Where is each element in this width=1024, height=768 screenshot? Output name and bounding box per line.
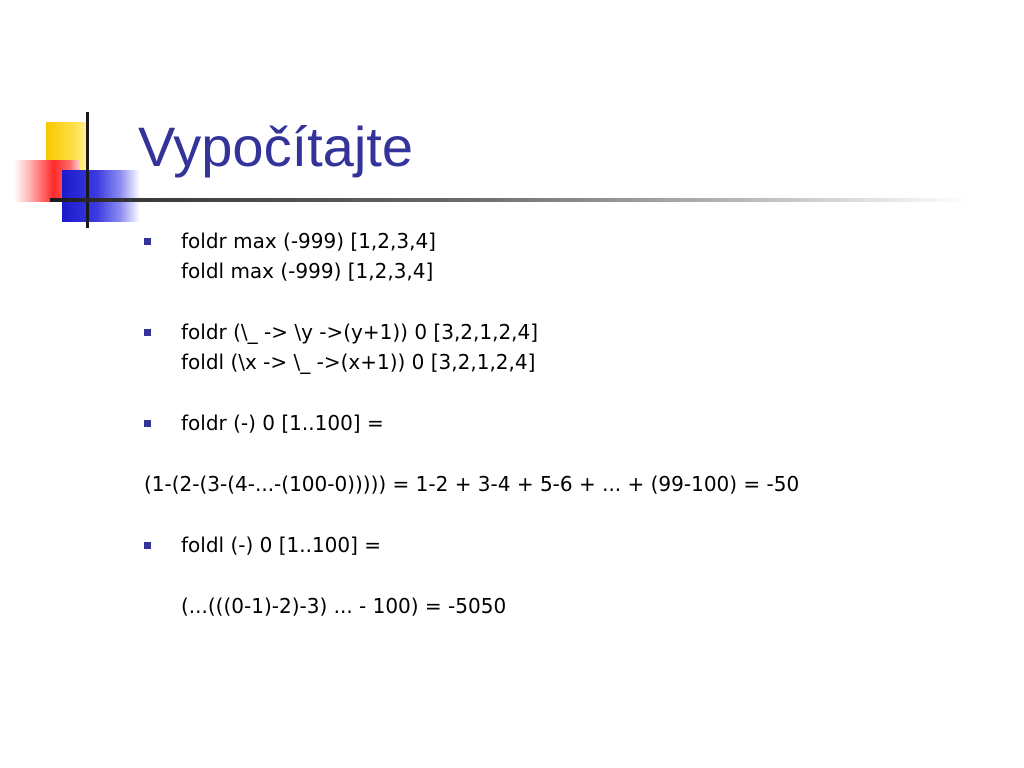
bullet-square-icon — [144, 329, 151, 336]
code-line: foldl max (-999) [1,2,3,4] — [181, 259, 434, 283]
decor-vertical-line — [86, 112, 89, 228]
foldl-expansion-text: (...(((0-1)-2)-3) ... - 100) = -5050 — [181, 594, 507, 618]
bullet-item-foldr-max — [144, 226, 1004, 286]
title-underline — [50, 198, 970, 202]
code-line: foldr (\_ -> \y ->(y+1)) 0 [3,2,1,2,4] — [181, 320, 539, 344]
foldr-expansion-text: (1-(2-(3-(4-...-(100-0))))) = 1-2 + 3-4 + 5-6 + ... + (99-100) = -50 — [144, 472, 800, 496]
bullet-item-foldr-minus — [144, 408, 1004, 438]
code-line: foldr (-) 0 [1..100] = — [181, 411, 384, 435]
code-line: foldl (-) 0 [1..100] = — [181, 533, 382, 557]
decor-blue-square — [62, 170, 140, 222]
slide-title: Vypočítajte — [138, 115, 413, 178]
code-line: foldr max (-999) [1,2,3,4] — [181, 229, 436, 253]
bullet-item-foldl-minus — [144, 530, 1004, 560]
bullet-item-fold-lambda — [144, 317, 1004, 377]
code-line: foldl (\x -> \_ ->(x+1)) 0 [3,2,1,2,4] — [181, 350, 536, 374]
bullet-square-icon — [144, 542, 151, 549]
slide-body — [144, 226, 1004, 621]
bullet-square-icon — [144, 420, 151, 427]
bullet-square-icon — [144, 238, 151, 245]
